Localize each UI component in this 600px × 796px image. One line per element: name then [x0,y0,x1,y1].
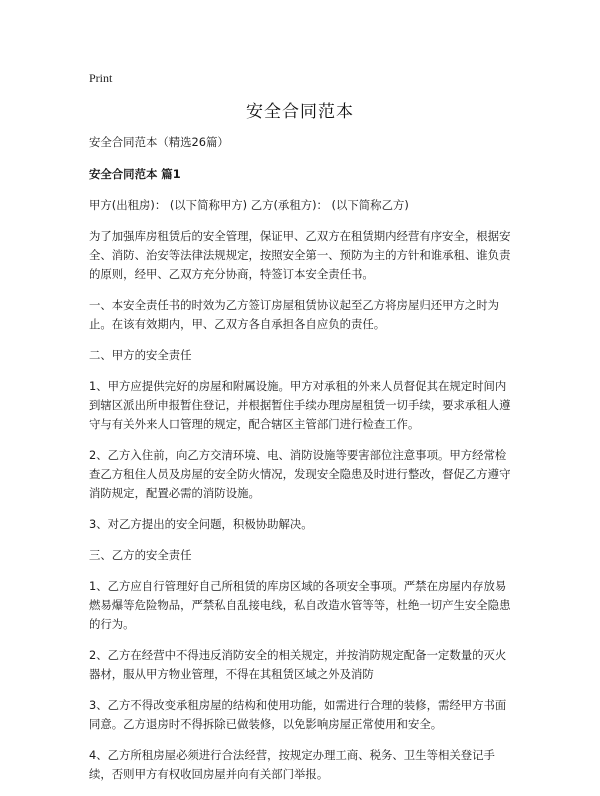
clause-validity: 一、本安全责任书的时效为乙方签订房屋租赁协议起至乙方将房屋归还甲方之时为止。在该有效期内，甲、乙双方各自承担各自应负的责任。 [89,298,500,331]
print-link[interactable]: Print [89,71,113,85]
party-b-clause-3: 3、乙方不得改变承租房屋的结构和使用功能，如需进行合理的装修，需经甲方书面同意。乙方退房时不得拆除已做装修，以免影响房屋正常使用和安全。 [89,698,507,731]
party-b-clause-2: 2、乙方在经营中不得违反消防安全的相关规定，并按消防规定配备一定数量的灭火器材，服从甲方物业管理，不得在其租赁区域之外及消防 [89,648,507,681]
party-a-clause-2: 2、乙方入住前，向乙方交清环境、电、消防设施等要害部位注意事项。甲方经常检查乙方租住人员及房屋的安全防火情况，发现安全隐患及时进行整改，督促乙方遵守消防规定，配置必需的消防设施。 [89,448,511,500]
section-heading: 安全合同范本 篇1 [89,167,181,181]
heading-party-b-duties: 三、乙方的安全责任 [89,548,192,562]
document-body [89,133,514,796]
heading-party-a-duties: 二、甲方的安全责任 [89,348,192,362]
party-a-clause-1: 1、甲方应提供完好的房屋和附属设施。甲方对承租的外来人员督促其在规定时间内到辖区派出所申报暂住登记，并根据暂住手续办理房屋租赁一切手续，要求承租人遵守与有关外来人口管理的规定，配合辖区主管部门进行检查工作。 [89,379,511,431]
party-b-clause-4: 4、乙方所租房屋必须进行合法经营，按规定办理工商、税务、卫生等相关登记手续，否则甲方有权收回房屋并向有关部门举报。 [89,748,495,781]
parties-line: 甲方(出租房)： (以下简称甲方) 乙方(承租方)： (以下简称乙方) [89,198,409,212]
party-b-clause-1: 1、乙方应自行管理好自己所租赁的库房区域的各项安全事项。严禁在房屋内存放易燃易爆等危险物品，严禁私自乱接电线，私自改造水管等等，杜绝一切产生安全隐患的行为。 [89,579,511,631]
preamble-paragraph: 为了加强库房租赁后的安全管理，保证甲、乙双方在租赁期内经营有序安全，根据安全、消防、治安等法律法规规定，按照安全第一、预防为主的方针和谁承租、谁负责的原则，经甲、乙双方充分协商，特签订本安全责任书。 [89,229,511,281]
party-a-clause-3: 3、对乙方提出的安全问题，积极协助解决。 [89,517,313,531]
page-title: 安全合同范本 [246,102,354,122]
document-subtitle: 安全合同范本（精选26篇） [89,135,229,149]
